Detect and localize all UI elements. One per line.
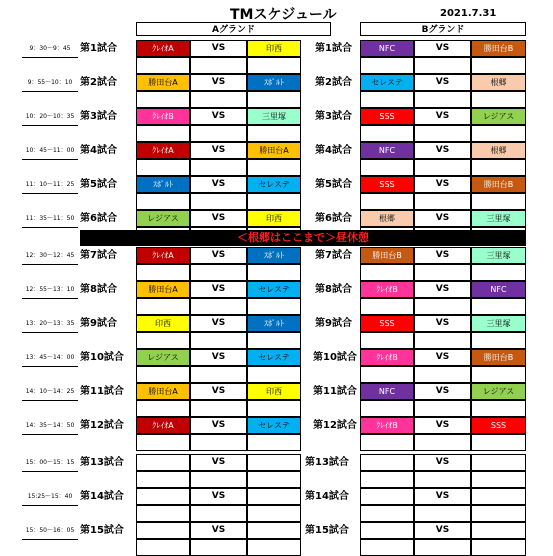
vs-label: VS — [190, 210, 247, 227]
team-cell: 印西 — [136, 315, 190, 332]
vs-label: VS — [414, 40, 471, 57]
match-label-a: 第3試合 — [80, 111, 117, 122]
team-cell: ｽﾎﾟﾙﾄ — [247, 247, 301, 264]
match-label-b: 第1試合 — [315, 43, 352, 54]
score-cell — [247, 434, 301, 451]
match-label-b: 第14試合 — [305, 491, 349, 502]
score-cell — [471, 332, 526, 349]
ground-a-header: Aグランド — [136, 22, 331, 36]
score-cell — [414, 366, 471, 383]
match-label-b: 第6試合 — [315, 213, 352, 224]
match-time: 14：10～14：25 — [22, 383, 78, 401]
score-cell — [247, 400, 301, 417]
score-cell — [247, 159, 301, 176]
vs-label: VS — [414, 315, 471, 332]
team-cell: レジアス — [471, 383, 526, 400]
match-row — [0, 383, 553, 417]
team-cell: ｸﾚｲｵA — [136, 247, 190, 264]
team-cell: 勝田台B — [471, 40, 526, 57]
team-cell: ｸﾚｲｵA — [136, 142, 190, 159]
score-cell — [360, 193, 414, 210]
team-cell: 勝田台B — [471, 349, 526, 366]
match-label-b: 第2試合 — [315, 77, 352, 88]
score-cell — [471, 159, 526, 176]
team-cell: 三里塚 — [247, 108, 301, 125]
match-label-a: 第4試合 — [80, 145, 117, 156]
match-time: 10：20～10：35 — [22, 108, 78, 126]
score-cell — [414, 298, 471, 315]
team-cell: ｽﾎﾟﾙﾄ — [136, 176, 190, 193]
team-cell: レジアス — [471, 108, 526, 125]
score-cell — [190, 505, 247, 522]
team-cell: SSS — [360, 108, 414, 125]
score-cell — [471, 400, 526, 417]
match-label-b: 第5試合 — [315, 179, 352, 190]
vs-label: VS — [414, 176, 471, 193]
score-cell — [247, 332, 301, 349]
team-cell: ｸﾚｲｵA — [136, 417, 190, 434]
team-cell: レジアス — [136, 349, 190, 366]
vs-label: VS — [190, 247, 247, 264]
match-time: 12：30～12：45 — [22, 247, 78, 265]
team-cell — [471, 488, 526, 505]
match-label-b: 第9試合 — [315, 318, 352, 329]
vs-label: VS — [414, 108, 471, 125]
team-cell: 三里塚 — [471, 315, 526, 332]
team-cell — [360, 488, 414, 505]
score-cell — [247, 471, 301, 488]
vs-label: VS — [414, 488, 471, 505]
score-cell — [360, 366, 414, 383]
team-cell: NFC — [360, 142, 414, 159]
team-cell: ｸﾚｲｵB — [360, 349, 414, 366]
score-cell — [190, 434, 247, 451]
match-row — [0, 108, 553, 142]
vs-label: VS — [414, 383, 471, 400]
score-cell — [471, 91, 526, 108]
score-cell — [414, 91, 471, 108]
score-cell — [414, 264, 471, 281]
match-label-a: 第12試合 — [80, 420, 124, 431]
match-label-a: 第5試合 — [80, 179, 117, 190]
score-cell — [190, 366, 247, 383]
match-label-a: 第11試合 — [80, 386, 124, 397]
team-cell: セレステ — [247, 176, 301, 193]
vs-label: VS — [190, 488, 247, 505]
match-time: 14：35～14：50 — [22, 417, 78, 435]
match-label-b: 第7試合 — [315, 250, 352, 261]
match-label-b: 第8試合 — [315, 284, 352, 295]
team-cell: 勝田台A — [136, 383, 190, 400]
team-cell: ｸﾚｲｵA — [136, 40, 190, 57]
match-time: 15：00～15：15 — [22, 454, 78, 472]
match-row — [0, 40, 553, 74]
team-cell — [136, 522, 190, 539]
match-row — [0, 142, 553, 176]
score-cell — [471, 471, 526, 488]
vs-label: VS — [190, 108, 247, 125]
match-label-a: 第1試合 — [80, 43, 117, 54]
score-cell — [471, 505, 526, 522]
vs-label: VS — [190, 315, 247, 332]
score-cell — [136, 91, 190, 108]
vs-label: VS — [414, 522, 471, 539]
score-cell — [471, 366, 526, 383]
team-cell: 勝田台A — [136, 74, 190, 91]
score-cell — [136, 434, 190, 451]
score-cell — [360, 264, 414, 281]
match-label-a: 第9試合 — [80, 318, 117, 329]
team-cell: NFC — [471, 281, 526, 298]
match-label-b: 第11試合 — [313, 386, 357, 397]
score-cell — [360, 298, 414, 315]
score-cell — [136, 539, 190, 556]
match-time: 10：45～11：00 — [22, 142, 78, 160]
vs-label: VS — [414, 349, 471, 366]
vs-label: VS — [414, 281, 471, 298]
team-cell: NFC — [360, 383, 414, 400]
team-cell: 印西 — [247, 210, 301, 227]
vs-label: VS — [190, 176, 247, 193]
score-cell — [360, 505, 414, 522]
match-time: 13：45～14：00 — [22, 349, 78, 367]
ground-b-header: Bグランド — [360, 22, 526, 36]
score-cell — [190, 539, 247, 556]
score-cell — [414, 159, 471, 176]
score-cell — [190, 332, 247, 349]
vs-label: VS — [414, 417, 471, 434]
match-time: 9：30～9：45 — [22, 40, 78, 58]
team-cell: 三里塚 — [471, 247, 526, 264]
team-cell: ｸﾚｲｵB — [360, 417, 414, 434]
score-cell — [136, 366, 190, 383]
score-cell — [247, 264, 301, 281]
score-cell — [414, 471, 471, 488]
team-cell: SSS — [360, 176, 414, 193]
score-cell — [136, 400, 190, 417]
team-cell: 勝田台A — [136, 281, 190, 298]
score-cell — [190, 125, 247, 142]
vs-label: VS — [190, 349, 247, 366]
score-cell — [136, 471, 190, 488]
score-cell — [247, 125, 301, 142]
match-label-b: 第4試合 — [315, 145, 352, 156]
vs-label: VS — [414, 210, 471, 227]
vs-label: VS — [190, 74, 247, 91]
score-cell — [136, 57, 190, 74]
score-cell — [136, 332, 190, 349]
vs-label: VS — [190, 40, 247, 57]
match-time: 15：50～16：05 — [22, 522, 78, 540]
score-cell — [360, 471, 414, 488]
match-time: 11：10～11：25 — [22, 176, 78, 194]
team-cell: セレステ — [247, 349, 301, 366]
score-cell — [414, 400, 471, 417]
match-label-a: 第8試合 — [80, 284, 117, 295]
team-cell: 根郷 — [360, 210, 414, 227]
score-cell — [414, 193, 471, 210]
score-cell — [360, 539, 414, 556]
score-cell — [360, 159, 414, 176]
score-cell — [190, 57, 247, 74]
team-cell: NFC — [360, 40, 414, 57]
vs-label: VS — [190, 454, 247, 471]
match-time: 12：55～13：10 — [22, 281, 78, 299]
match-row — [0, 349, 553, 383]
match-time: 13：20～13：35 — [22, 315, 78, 333]
score-cell — [471, 193, 526, 210]
score-cell — [136, 159, 190, 176]
team-cell: 根郷 — [471, 74, 526, 91]
score-cell — [471, 57, 526, 74]
match-row — [0, 176, 553, 210]
team-cell: ｸﾚｲｵB — [136, 108, 190, 125]
team-cell — [471, 522, 526, 539]
score-cell — [190, 298, 247, 315]
team-cell — [360, 522, 414, 539]
score-cell — [190, 471, 247, 488]
score-cell — [136, 193, 190, 210]
team-cell: 勝田台A — [247, 142, 301, 159]
team-cell: セレステ — [360, 74, 414, 91]
score-cell — [247, 91, 301, 108]
score-cell — [190, 193, 247, 210]
team-cell: 根郷 — [471, 142, 526, 159]
team-cell: セレステ — [247, 417, 301, 434]
score-cell — [247, 193, 301, 210]
match-time: 15:25～15：40 — [22, 488, 78, 506]
score-cell — [471, 434, 526, 451]
match-time: 11：35～11：50 — [22, 210, 78, 228]
match-row — [0, 281, 553, 315]
score-cell — [360, 91, 414, 108]
match-row — [0, 247, 553, 281]
team-cell: SSS — [360, 315, 414, 332]
match-row — [0, 488, 553, 522]
score-cell — [247, 57, 301, 74]
vs-label: VS — [190, 417, 247, 434]
score-cell — [190, 400, 247, 417]
score-cell — [360, 125, 414, 142]
match-label-a: 第7試合 — [80, 250, 117, 261]
match-label-a: 第14試合 — [80, 491, 124, 502]
vs-label: VS — [190, 383, 247, 400]
score-cell — [136, 505, 190, 522]
score-cell — [190, 91, 247, 108]
score-cell — [471, 298, 526, 315]
team-cell: ｸﾚｲｵB — [360, 281, 414, 298]
schedule-title: TMスケジュール — [230, 7, 337, 23]
score-cell — [360, 57, 414, 74]
vs-label: VS — [190, 281, 247, 298]
score-cell — [247, 366, 301, 383]
match-label-b: 第3試合 — [315, 111, 352, 122]
schedule-date: 2021.7.31 — [440, 8, 497, 19]
vs-label: VS — [414, 454, 471, 471]
match-row — [0, 417, 553, 451]
score-cell — [360, 332, 414, 349]
match-label-a: 第2試合 — [80, 77, 117, 88]
team-cell: セレステ — [247, 281, 301, 298]
match-label-a: 第15試合 — [80, 525, 124, 536]
match-row — [0, 454, 553, 488]
team-cell: SSS — [471, 417, 526, 434]
score-cell — [414, 539, 471, 556]
score-cell — [414, 57, 471, 74]
score-cell — [247, 539, 301, 556]
score-cell — [414, 505, 471, 522]
team-cell: ｽﾎﾟﾙﾄ — [247, 74, 301, 91]
team-cell: レジアス — [136, 210, 190, 227]
team-cell — [247, 488, 301, 505]
score-cell — [247, 298, 301, 315]
team-cell — [136, 454, 190, 471]
match-label-b: 第15試合 — [305, 525, 349, 536]
match-label-b: 第13試合 — [305, 457, 349, 468]
vs-label: VS — [414, 247, 471, 264]
match-label-a: 第6試合 — [80, 213, 117, 224]
match-time: 9：55～10：10 — [22, 74, 78, 92]
vs-label: VS — [414, 74, 471, 91]
team-cell — [471, 454, 526, 471]
score-cell — [414, 125, 471, 142]
match-row — [0, 522, 553, 556]
score-cell — [190, 264, 247, 281]
match-label-a: 第10試合 — [80, 352, 124, 363]
team-cell: 三里塚 — [471, 210, 526, 227]
vs-label: VS — [190, 142, 247, 159]
match-label-a: 第13試合 — [80, 457, 124, 468]
team-cell — [136, 488, 190, 505]
team-cell — [247, 454, 301, 471]
score-cell — [360, 434, 414, 451]
vs-label: VS — [414, 142, 471, 159]
match-label-b: 第10試合 — [313, 352, 357, 363]
score-cell — [360, 400, 414, 417]
score-cell — [414, 434, 471, 451]
score-cell — [471, 264, 526, 281]
vs-label: VS — [190, 522, 247, 539]
score-cell — [471, 539, 526, 556]
score-cell — [136, 298, 190, 315]
lunch-break-banner: ＜根郷はここまで＞昼休憩 — [80, 230, 526, 246]
team-cell: 勝田台B — [471, 176, 526, 193]
team-cell: ｽﾎﾟﾙﾄ — [247, 315, 301, 332]
team-cell — [360, 454, 414, 471]
match-row — [0, 74, 553, 108]
score-cell — [136, 125, 190, 142]
score-cell — [247, 505, 301, 522]
match-label-b: 第12試合 — [313, 420, 357, 431]
team-cell — [247, 522, 301, 539]
match-row — [0, 315, 553, 349]
score-cell — [190, 159, 247, 176]
team-cell: 勝田台B — [360, 247, 414, 264]
score-cell — [414, 332, 471, 349]
score-cell — [136, 264, 190, 281]
score-cell — [471, 125, 526, 142]
team-cell: 印西 — [247, 40, 301, 57]
team-cell: 印西 — [247, 383, 301, 400]
